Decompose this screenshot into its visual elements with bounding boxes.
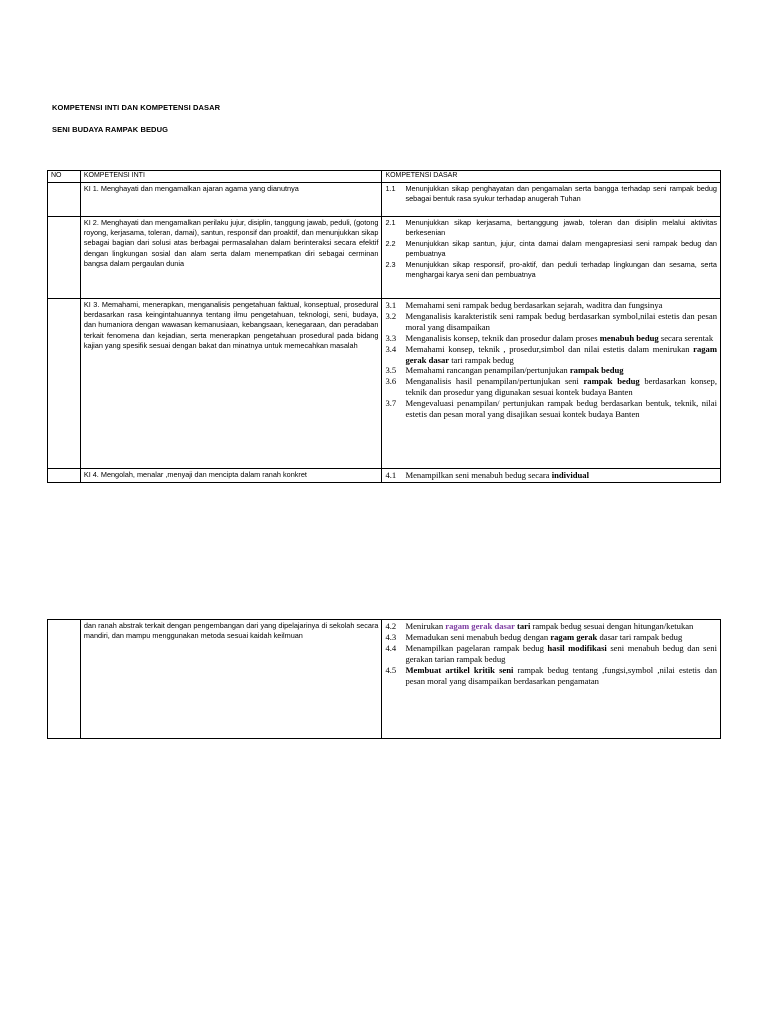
- table-row-ki3: [48, 299, 721, 469]
- kd-text-part: rampak bedug tentang ,fungsi,symbol ,nilai estetis dan pesan moral yang disampaikan berdasarkan pengamatan: [405, 664, 717, 686]
- kd-number: 3.2: [385, 310, 397, 321]
- kd-text-part: Menganalisis hasil penampilan/pertunjukan seni: [405, 376, 584, 387]
- table-row-ki4-continued: [48, 620, 721, 739]
- kd-text: [405, 333, 717, 344]
- no-cell: [48, 620, 81, 739]
- kd-text-highlight: ragam gerak dasar: [445, 621, 515, 631]
- kd-number: 4.4: [385, 642, 397, 653]
- kd-item: [385, 621, 717, 632]
- kd-text-part: Menirukan: [405, 621, 446, 631]
- kd-text: [405, 376, 717, 398]
- kd-text-part: dasar tari rampak bedug: [597, 631, 683, 642]
- ki3-kd-list: [382, 299, 721, 469]
- kd-text-bold: rampak bedug: [569, 365, 624, 376]
- kd-number: 3.3: [385, 332, 397, 343]
- kd-item: [385, 470, 717, 481]
- kd-number: 3.4: [385, 343, 397, 354]
- kd-text: Menunjukkan sikap santun, jujur, cinta damai dalam mengapresiasi seni rampak bedug dan pembuatnya: [405, 238, 717, 259]
- table-header-row: [48, 171, 721, 183]
- table-row-ki4: [48, 469, 721, 483]
- kd-number: 3.6: [385, 376, 397, 387]
- kd-item: [385, 184, 717, 205]
- kd-text-part: berdasarkan konsep, teknik dan prosedur yang digunakan sesuai kontek budaya Banten: [405, 376, 717, 398]
- kd-number: 3.1: [385, 300, 397, 310]
- kd-text-bold: individual: [551, 470, 589, 480]
- kd-number: 2.1: [385, 218, 396, 227]
- kd-text-bold: Membuat artikel kritik seni: [405, 664, 514, 675]
- kd-text: [405, 665, 717, 687]
- kd-item: [385, 365, 717, 376]
- kd-number: 1.1: [385, 184, 396, 193]
- kd-number: 4.5: [385, 664, 397, 675]
- kd-item: [385, 344, 717, 366]
- kd-text: Menunjukkan sikap kerjasama, bertanggung jawab, toleran dan disiplin melalui aktivitas berkesenian: [405, 218, 717, 238]
- kd-text-bold: hasil modifikasi: [547, 642, 607, 653]
- kd-text-part: seni menabuh bedug dan seni gerakan tarian rampak bedug: [405, 642, 717, 664]
- competency-table: [47, 170, 721, 483]
- kd-text: Menunjukkan sikap penghayatan dan pengamalan serta bangga terhadap seni rampak bedug sebagai bentuk rasa syukur terhadap anugerah Tuhan: [405, 184, 717, 204]
- kd-text-part: Menganalisis konsep, teknik dan prosedur dalam proses: [405, 332, 600, 343]
- kd-number: 4.1: [385, 470, 397, 480]
- no-cell: [48, 299, 81, 469]
- kd-text: [405, 398, 717, 420]
- kd-text-part: Memahami rancangan penampilan/pertunjukan: [405, 365, 570, 376]
- kd-item: [385, 376, 717, 398]
- kd-text-bold: tari: [514, 621, 531, 631]
- kd-item: [385, 260, 717, 281]
- kd-text: [405, 643, 717, 665]
- kd-text: [405, 311, 717, 333]
- ki2-kd-list: [382, 217, 721, 299]
- document-title: KOMPETENSI INTI DAN KOMPETENSI DASAR: [52, 103, 221, 112]
- kd-text-part: Menganalisis karakteristik seni rampak bedug berdasarkan symbol,nilai estetis dan pesan moral yang disampaikan: [405, 310, 717, 332]
- no-cell: [48, 183, 81, 217]
- kd-number: 2.3: [385, 259, 396, 269]
- kd-text-bold: rampak bedug: [583, 376, 640, 387]
- kd-text: [405, 470, 717, 481]
- kd-number: 3.7: [385, 398, 397, 409]
- kd-text-part: rampak bedug sesuai dengan hitungan/ketukan: [530, 621, 694, 631]
- ki4-kd-list-part2: [382, 620, 721, 739]
- kd-text-bold: ragam gerak: [550, 631, 598, 642]
- kd-item: [385, 632, 717, 643]
- kd-item: [385, 333, 717, 344]
- kd-item: [385, 643, 717, 665]
- ki2-text: KI 2. Menghayati dan mengamalkan perilaku jujur, disiplin, tanggung jawab, peduli, (gotong royong, kerjasama, toleran, damai), santun, responsif dan proaktif, dan menunjukkan sikap sebagai bagian dari solusi atas berbagai permasalahan dalam berinteraksi secara efektif dengan lingkungan sosial dan alam serta dalam menempatkan diri sebagai cerminan bangsa dalam pergaulan dunia: [80, 217, 382, 299]
- kd-item: [385, 311, 717, 333]
- kd-text: [405, 621, 717, 632]
- ki4-kd-list-part1: [382, 469, 721, 483]
- kd-item: [385, 665, 717, 687]
- document-subtitle: SENI BUDAYA RAMPAK BEDUG: [52, 125, 169, 134]
- ki1-text: KI 1. Menghayati dan mengamalkan ajaran agama yang dianutnya: [80, 183, 382, 217]
- kd-text-bold: menabuh bedug: [599, 332, 659, 343]
- kd-text-part: tari rampak bedug: [449, 354, 514, 365]
- kd-text-part: Memahami konsep, teknik , prosedur,simbol dan nilai estetis dalam menirukan: [405, 343, 694, 354]
- table-row-ki2: [48, 217, 721, 299]
- kd-item: [385, 398, 717, 420]
- kd-item: [385, 300, 717, 311]
- kd-number: 4.3: [385, 631, 397, 642]
- kd-text: [405, 365, 717, 376]
- kd-text-part: Menampilkan seni menabuh bedug secara: [405, 470, 552, 480]
- no-cell: [48, 217, 81, 299]
- kd-text-bold: ragam gerak dasar: [405, 343, 717, 365]
- kd-text: [405, 632, 717, 643]
- kd-text: Menunjukkan sikap responsif, pro-aktif, dan peduli terhadap lingkungan dan sesama, serta menghargai karya seni dan pembuatnya: [405, 259, 717, 280]
- header-kd: KOMPETENSI DASAR: [382, 171, 721, 183]
- kd-text-part: Memahami seni rampak bedug berdasarkan sejarah, waditra dan fungsinya: [405, 300, 663, 310]
- header-no: NO: [48, 171, 81, 183]
- header-ki: KOMPETENSI INTI: [80, 171, 382, 183]
- table-row-ki1: [48, 183, 721, 217]
- kd-number: 4.2: [385, 621, 397, 631]
- ki4-text-part2: dan ranah abstrak terkait dengan pengembangan dari yang dipelajarinya di sekolah secara mandiri, dan mampu menggunakan metoda sesuai kaidah keilmuan: [80, 620, 382, 739]
- kd-text-part: Memadukan seni menabuh bedug dengan: [405, 631, 551, 642]
- kd-item: [385, 218, 717, 239]
- ki3-text: KI 3. Memahami, menerapkan, menganalisis pengetahuan faktual, konseptual, prosedural berdasarkan rasa keingintahuannya tentang ilmu pengetahuan, teknologi, seni, budaya, dan humaniora dengan wawasan kemanusiaan, kebangsaan, kenegaraan, dan peradaban terkait fenomena dan kejadian, serta menerapkan pengetahuan prosedural pada bidang kajian yang spesifik sesuai dengan bakat dan minatnya untuk memecahkan masalah: [80, 299, 382, 469]
- ki1-kd-list: [382, 183, 721, 217]
- kd-item: [385, 239, 717, 260]
- kd-number: 2.2: [385, 238, 396, 248]
- kd-text-part: Menampilkan pagelaran rampak bedug: [405, 642, 548, 653]
- kd-number: 3.5: [385, 365, 397, 376]
- kd-text: [405, 300, 717, 311]
- competency-table-continued: [47, 619, 721, 739]
- kd-text-part: Mengevaluasi penampilan/ pertunjukan rampak bedug berdasarkan bentuk, teknik, nilai estetis dan pesan moral yang disajikan sesuai kontek budaya Banten: [405, 398, 717, 420]
- kd-text-part: secara serentak: [658, 332, 714, 343]
- kd-text: [405, 344, 717, 366]
- ki4-text-part1: KI 4. Mengolah, menalar ,menyaji dan mencipta dalam ranah konkret: [80, 469, 382, 483]
- no-cell: [48, 469, 81, 483]
